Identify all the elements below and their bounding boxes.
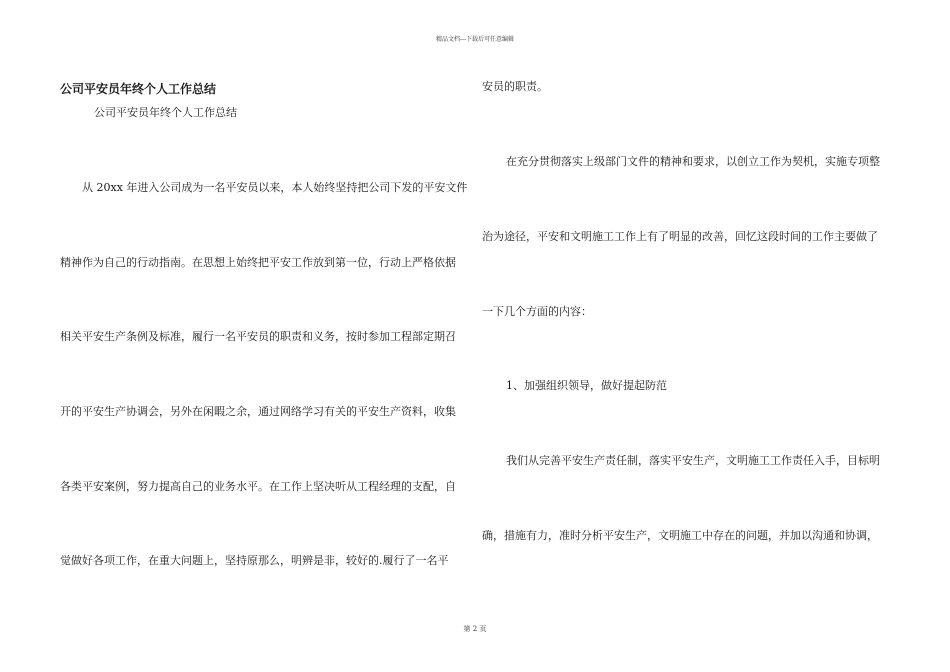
paragraph-line: 在充分贯彻落实上级部门文件的精神和要求，以创立工作为契机，实施专项整: [506, 155, 880, 168]
paragraph-line: 精神作为自己的行动指南。在思想上始终把平安工作放到第一位，行动上严格依据: [60, 256, 456, 269]
document-title: 公司平安员年终个人工作总结: [60, 82, 217, 96]
paragraph-line: 安员的职责。: [482, 80, 548, 93]
page-header: 精品文档---下载后可任意编辑: [435, 36, 515, 43]
paragraph-line: 开的平安生产协调会，另外在闲暇之余，通过网络学习有关的平安生产资料，收集: [60, 405, 456, 418]
subtitle: 公司平安员年终个人工作总结: [94, 106, 237, 119]
page-number: 第 2 页: [463, 625, 487, 633]
paragraph-line: 确，措施有力，准时分析平安生产，文明施工中存在的问题，并加以沟通和协调，: [482, 529, 878, 542]
paragraph-line: 相关平安生产条例及标准，履行一名平安员的职责和义务，按时参加工程部定期召: [60, 330, 456, 343]
paragraph-line: 我们从完善平安生产责任制，落实平安生产，文明施工工作责任入手，目标明: [506, 454, 880, 467]
section-heading: 1、加强组织领导，做好提起防范: [506, 379, 667, 392]
paragraph-line: 治为途径，平安和文明施工工作上有了明显的改善，回忆这段时间的工作主要做了: [482, 230, 878, 243]
paragraph-line: 各类平安案例，努力提高自己的业务水平。在工作上坚决听从工程经理的支配，自: [60, 480, 456, 493]
paragraph-line: 一下几个方面的内容：: [482, 305, 592, 318]
paragraph-line: 觉做好各项工作，在重大问题上，坚持原那么，明辨是非，较好的.履行了一名平: [60, 554, 449, 567]
paragraph-line: 从 20xx 年进入公司成为一名平安员以来，本人始终坚持把公司下发的平安文件: [82, 181, 468, 194]
